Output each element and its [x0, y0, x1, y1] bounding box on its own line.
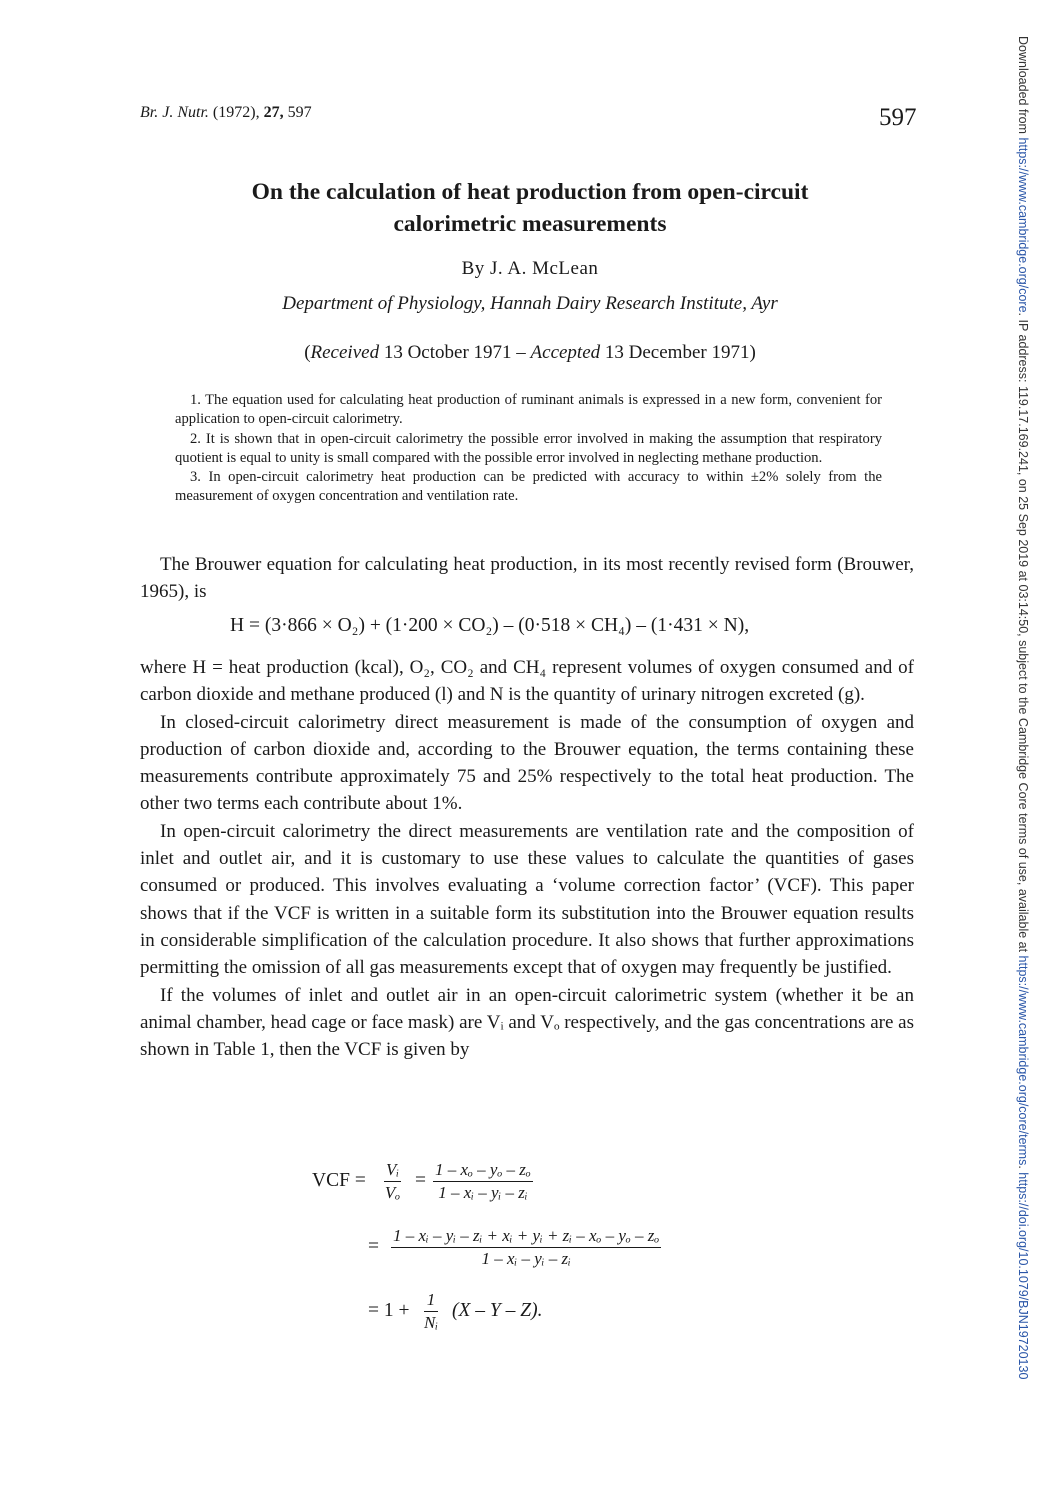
vcf-fraction-final: $\frac{1}{\text{Nᵢ}}$ [424, 1290, 439, 1332]
vcf-fraction-volumes: $\frac{\text{Vᵢ}}{\text{Vₒ}}$ [384, 1160, 401, 1202]
page-number: 597 [879, 104, 917, 131]
journal-reference [140, 104, 312, 122]
paragraph-vcf-intro: If the volumes of inlet and outlet air in an open-circuit calorimetric system (whether it be an animal chamber, head cage or face mask) are Vᵢ and Vₒ respectively, and the gas concentrations are as shown in Table 1, then the VCF is given by [140, 984, 914, 1061]
doi-link[interactable]: https://doi.org/10.1079/BJN19720130 [1016, 1172, 1030, 1380]
equals-sign: = [368, 1236, 379, 1257]
received-date: 13 October 1971 – [383, 342, 526, 363]
affiliation: Department of Physiology, Hannah Dairy Research Institute, Ayr [282, 293, 778, 314]
journal-page: 597 [287, 104, 312, 121]
equals-sign: = [415, 1170, 426, 1191]
vcf-fraction-concentrations: $\frac{\text{1 – xₒ – yₒ – zₒ}}{\text{1 – xᵢ – yᵢ – zᵢ}}$ [435, 1160, 531, 1202]
vcf-fraction-expanded: $\frac{\text{1 – xᵢ – yᵢ – zᵢ + xᵢ + yᵢ + zᵢ – xₒ – yₒ – zₒ}}{\text{1 – xᵢ – yᵢ – zᵢ}}$ [393, 1226, 660, 1268]
journal-volume: 27, [263, 104, 284, 121]
accepted-date: 13 December 1971) [604, 342, 756, 363]
download-notice: Downloaded from https://www.cambridge.org/core. IP address: 119.17.169.241, on 25 Sep 2019 at 03:14:50, subject to the Cambridge Core terms of use, available at https://www.cambridge.org/core/terms. https://doi.org/10.1079/BJN19720130 [1016, 36, 1030, 1380]
vcf-equation-label: VCF = [312, 1170, 366, 1191]
received-dates: (Received 13 October 1971 – Accepted 13 December 1971) [304, 342, 756, 363]
paragraph-open-circuit: In open-circuit calorimetry the direct measurements are ventilation rate and the composition of inlet and outlet air, and it is customary to use these values to calculate the quantities of gases consumed or produced. This involves evaluating a ‘volume correction factor’ (VCF). This paper shows that if the VCF is written in a suitable form its substitution into the Brouwer equation results in considerable simplification of the calculation procedure. It also shows that further approximations permitting the omission of all gas measurements except that of oxygen may frequently be justified. [140, 820, 914, 979]
terms-link[interactable]: https://www.cambridge.org/core/terms [1016, 955, 1030, 1166]
paragraph-definitions: where H = heat production (kcal), O₂, CO₂ and CH₄ represent volumes of oxygen consumed and of carbon dioxide and methane produced (l) and N is the quantity of urinary nitrogen excreted (g). In closed-circuit calorimetry direct measurement is made of the consumption of oxygen and production of carbon dioxide and, according to the Brouwer equation, the terms containing these measurements contribute approximately 75 and 25% respectively to the total heat production. The other two terms each contribute about 1%. In open-circuit calorimetry the direct measurements are ventilation rate and the composition of inlet and outlet air, and it is customary to use these values to calculate the quantities of gases consumed or produced. This involves evaluating a ‘volume correction factor’ (VCF). This paper shows that if the VCF is written in a suitable form its substitution into the Brouwer equation results in considerable simplification of the calculation procedure. It also shows that further approximations permitting the omission of all gas measurements except that of oxygen may frequently be justified. If the volumes of inlet and outlet air in an open-circuit calorimetric system (whether it be an animal chamber, head cage or face mask) are Vᵢ and Vₒ respectively, and the gas concentrations are as shown in Table 1, then the VCF is given by [140, 654, 914, 1063]
abstract [175, 391, 882, 507]
author: By J. A. McLean [461, 258, 599, 279]
journal-name: Br. J. Nutr. [140, 104, 209, 121]
abstract-point: 3. In open-circuit calorimetry heat production can be predicted with accuracy to within ±2% solely from the measurement of oxygen concentration and ventilation rate. [175, 469, 882, 505]
brouwer-equation: H = (3·866 × O₂) + (1·200 × CO₂) – (0·518 × CH₄) – (1·431 × N), [230, 615, 750, 636]
title-line: calorimetric measurements [393, 211, 667, 237]
abstract-point: 1. The equation used for calculating heat production of ruminant animals is expressed in a new form, convenient for application to open-circuit calorimetry. [175, 392, 882, 428]
paragraph-intro: The Brouwer equation for calculating heat production, in its most recently revised form (Brouwer, 1965), is [140, 554, 914, 603]
cambridge-core-link[interactable]: https://www.cambridge.org/core [1016, 137, 1030, 313]
accepted-label: Accepted [530, 342, 601, 363]
paragraph-closed-circuit: In closed-circuit calorimetry direct measurement is made of the consumption of oxygen and production of carbon dioxide and, according to the Brouwer equation, the terms containing these measurements contribute approximately 75 and 25% respectively to the total heat production. The other two terms each contribute about 1%. [140, 711, 914, 815]
vcf-final-prefix: = 1 + [368, 1300, 410, 1321]
title-line: On the calculation of heat production from open-circuit [251, 179, 809, 205]
page-title [140, 176, 920, 240]
abstract-point: 2. It is shown that in open-circuit calorimetry the possible error involved in making the assumption that respiratory quotient is equal to unity is small compared with the possible error involved in neglecting methane production. [175, 430, 882, 466]
received-label: Received [310, 342, 380, 363]
vcf-final-suffix: (X – Y – Z). [452, 1300, 543, 1321]
journal-year: (1972), [212, 104, 260, 121]
